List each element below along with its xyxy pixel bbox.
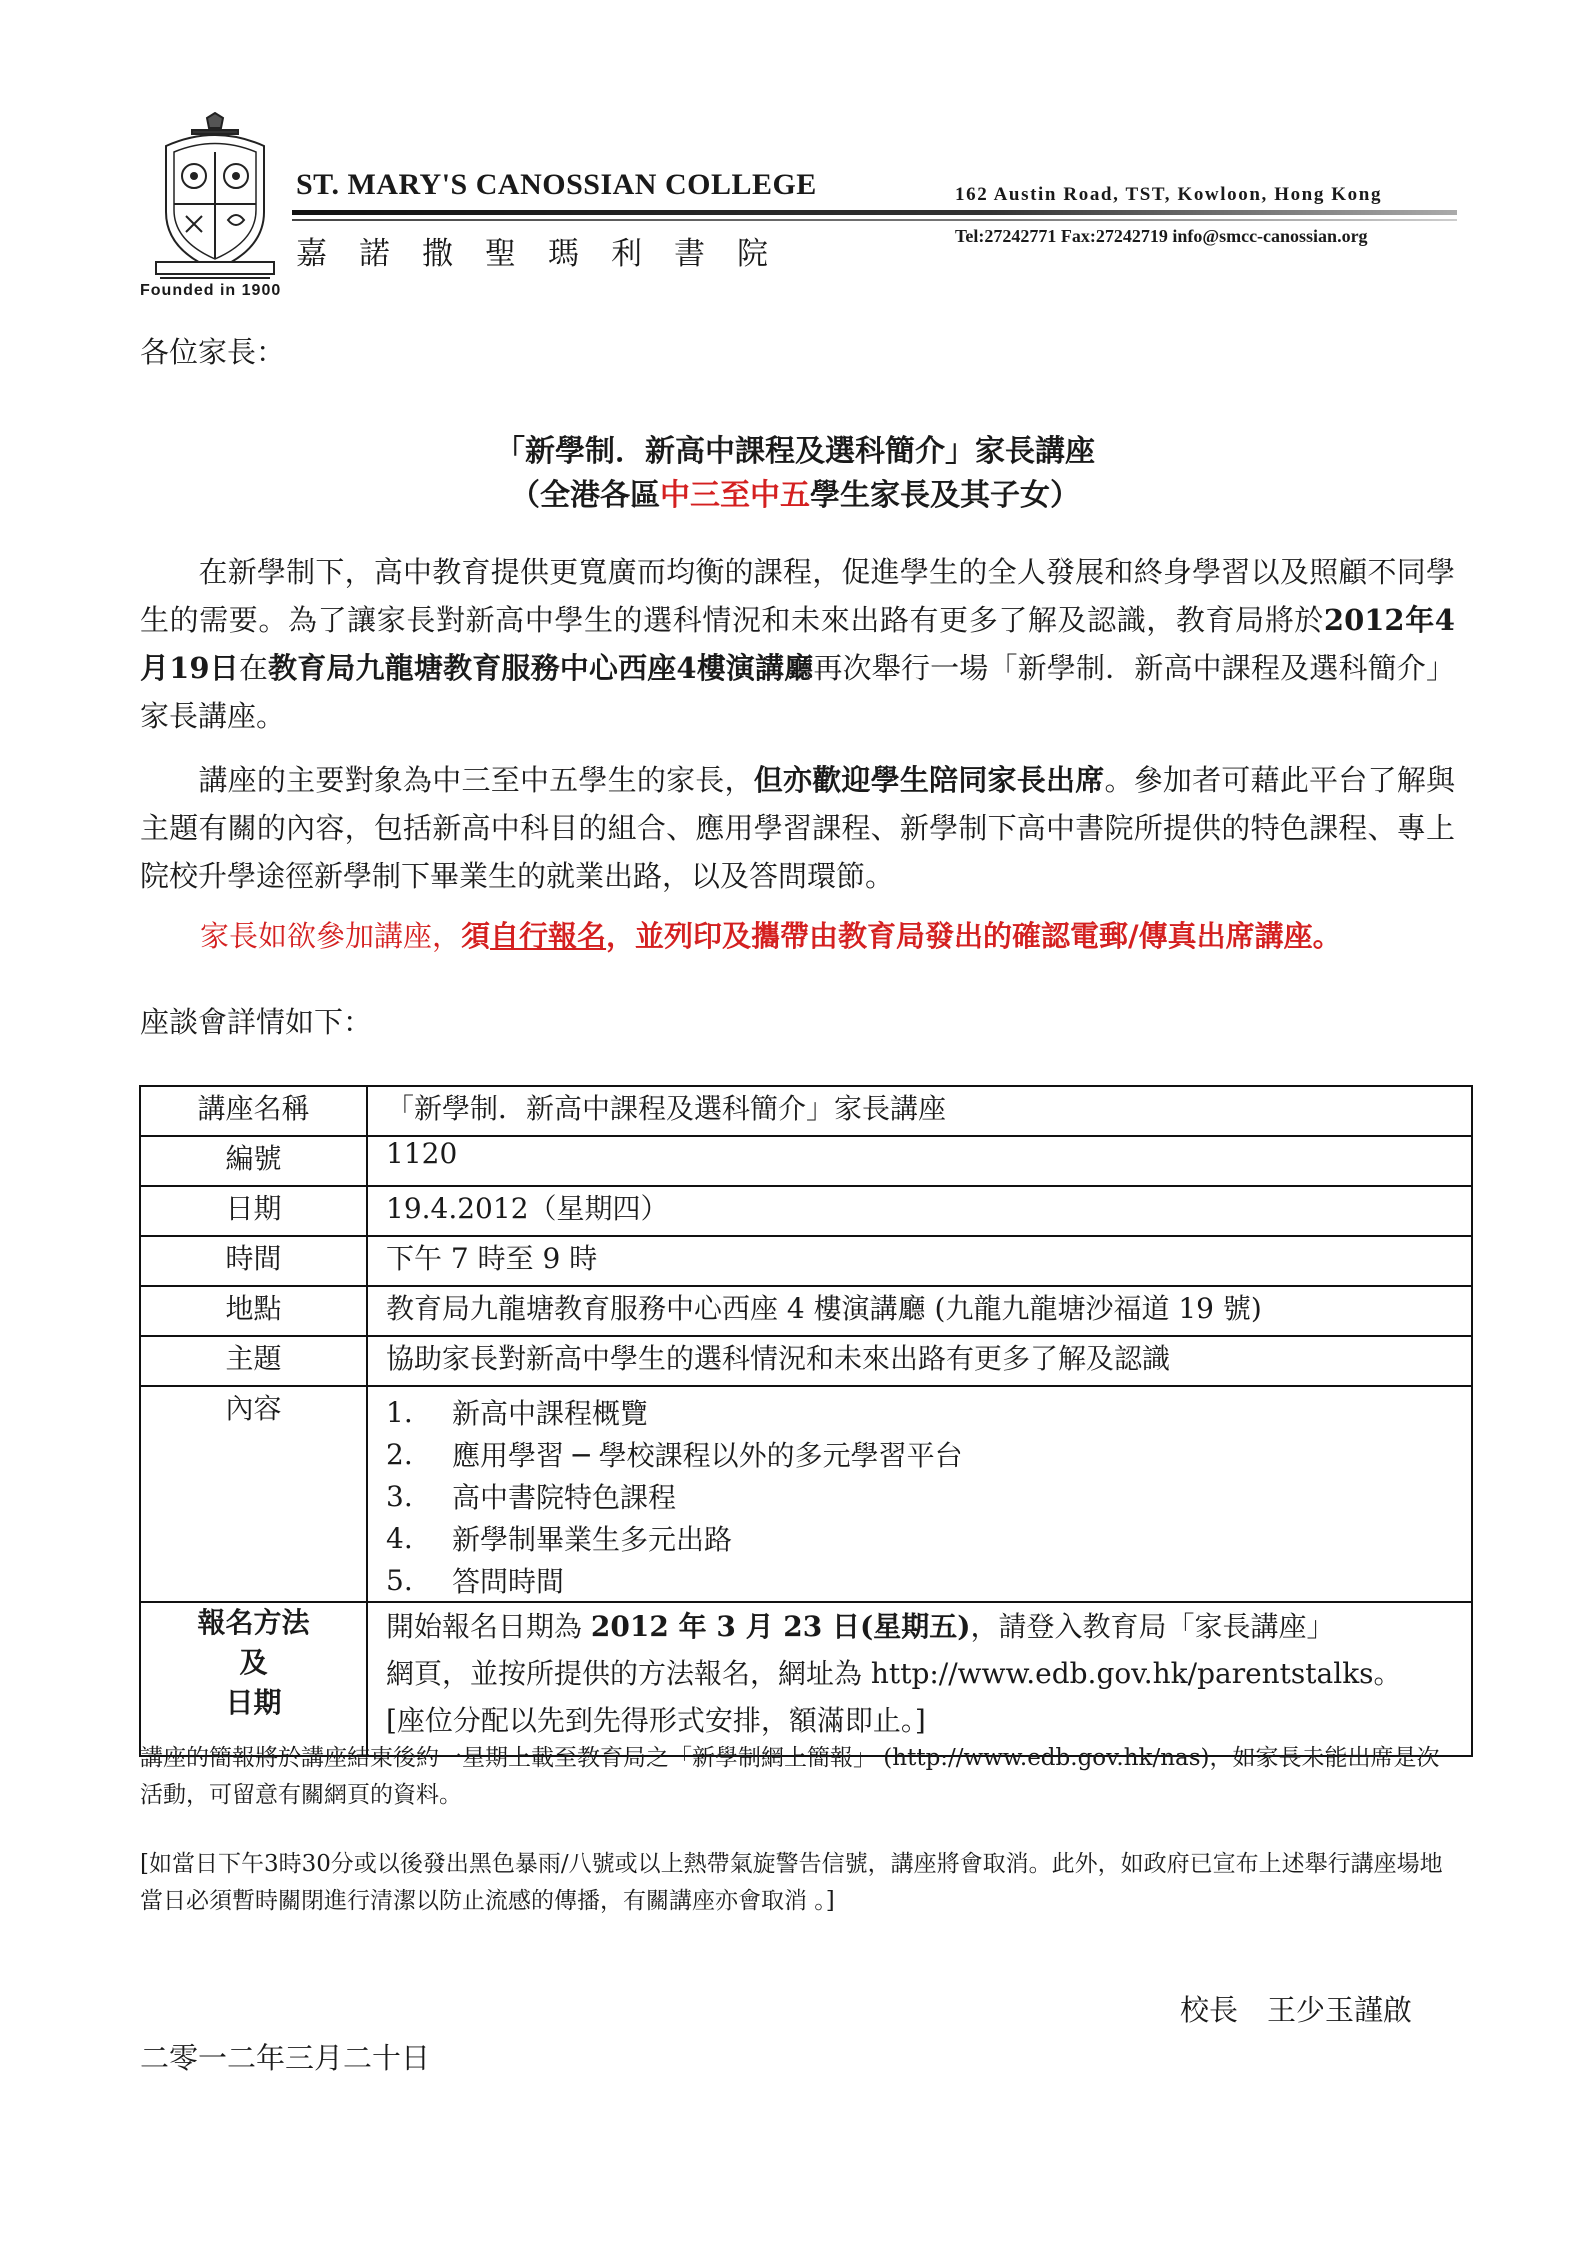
content-list	[367, 1386, 1472, 1602]
registration-url-line: 網頁，並按所提供的方法報名，網址為 http://www.edb.gov.hk/parentstalks。	[386, 1657, 1402, 1690]
seminar-details-table	[139, 1085, 1473, 1757]
registration-label: 報名方法 及 日期	[140, 1602, 367, 1756]
list-item: 2. 應用學習 ─ 學校課程以外的多元學習平台	[386, 1437, 963, 1472]
salutation: 各位家長：	[140, 335, 286, 369]
school-contact: Tel:27242771 Fax:27242719 info@smcc-canossian.org	[955, 226, 1368, 246]
table-row	[140, 1186, 1472, 1236]
row-value: 協助家長對新高中學生的選科情況和未來出路有更多了解及認識	[367, 1336, 1472, 1386]
registration-details: 開始報名日期為 2012 年 3 月 23 日(星期五)，請登入教育局「家長講座」 網頁，並按所提供的方法報名，網址為 http://www.edb.gov.hk/parentstalks。 [座位分配以先到先得形式安排，額滿即止。]	[367, 1602, 1472, 1756]
table-row-content	[140, 1386, 1472, 1602]
row-value: 1120	[367, 1136, 1472, 1186]
school-crest-logo	[152, 112, 278, 284]
school-name-en: ST. MARY'S CANOSSIAN COLLEGE	[296, 168, 817, 201]
row-label: 時間	[140, 1236, 367, 1286]
principal-signature: 校長 王少玉謹啟	[1180, 1993, 1413, 2027]
subtitle-highlight: 中三至中五	[660, 478, 810, 513]
table-row-registration	[140, 1602, 1472, 1756]
row-label: 講座名稱	[140, 1086, 367, 1136]
letter-date: 二零一二年三月二十日	[140, 2041, 431, 2075]
row-label: 地點	[140, 1286, 367, 1336]
table-row	[140, 1136, 1472, 1186]
table-row	[140, 1286, 1472, 1336]
row-value: 19.4.2012（星期四）	[367, 1186, 1472, 1236]
table-row	[140, 1086, 1472, 1136]
founded-year: Founded in 1900	[140, 282, 282, 299]
list-item: 5. 答問時間	[386, 1563, 565, 1598]
row-value: 教育局九龍塘教育服務中心西座 4 樓演講廳 (九龍九龍塘沙福道 19 號)	[367, 1286, 1472, 1336]
row-value: 「新學制．新高中課程及選科簡介」家長講座	[367, 1086, 1472, 1136]
table-row	[140, 1336, 1472, 1386]
row-label: 編號	[140, 1136, 367, 1186]
row-value: 下午 7 時至 9 時	[367, 1236, 1472, 1286]
list-item: 1. 新高中課程概覽	[386, 1395, 649, 1430]
list-item: 4. 新學制畢業生多元出路	[386, 1521, 733, 1556]
school-address: 162 Austin Road, TST, Kowloon, Hong Kong	[955, 184, 1383, 205]
paragraph-audience: 講座的主要對象為中三至中五學生的家長，但亦歡迎學生陪同家長出席。參加者可藉此平台了解與主題有關的內容，包括新高中科目的組合、應用學習課程、新學制下高中書院所提供的特色課程、專上院校升學途徑新學制下畢業生的就業出路，以及答問環節。	[140, 763, 1455, 893]
list-item: 3. 高中書院特色課程	[386, 1479, 677, 1514]
table-row	[140, 1236, 1472, 1286]
registration-notice: 家長如欲參加講座，須自行報名，並列印及攜帶由教育局發出的確認電郵/傳真出席講座。	[200, 919, 1342, 953]
letter-subtitle: （全港各區中三至中五學生家長及其子女）	[510, 478, 1080, 513]
row-label: 主題	[140, 1336, 367, 1386]
row-label: 日期	[140, 1186, 367, 1236]
details-label: 座談會詳情如下：	[140, 1005, 373, 1039]
school-name-zh: 嘉諾撒聖瑪利書院	[296, 236, 800, 272]
letter-title: 「新學制．新高中課程及選科簡介」家長講座	[495, 434, 1095, 469]
row-label: 內容	[140, 1386, 367, 1602]
footnote-weather: [如當日下午3時30分或以後發出黑色暴雨/八號或以上熱帶氣旋警告信號，講座將會取消。此外，如政府已宣布上述舉行講座場地當日必須暫時關閉進行清潔以防止流感的傳播，有關講座亦會取消 。]	[140, 1851, 1443, 1914]
footnote-slides: 講座的簡報將於講座結束後約一星期上載至教育局之「新學制網上簡報」 (http://www.edb.gov.hk/nas)，如家長未能出席是次活動，可留意有關網頁的資料。	[140, 1745, 1440, 1808]
paragraph-intro: 在新學制下，高中教育提供更寬廣而均衡的課程，促進學生的全人發展和終身學習以及照顧不同學生的需要。為了讓家長對新高中學生的選科情況和未來出路有更多了解及認識，教育局將於2012年4月19日在教育局九龍塘教育服務中心西座4樓演講廳再次舉行一場「新學制．新高中課程及選科簡介」家長講座。	[140, 555, 1455, 733]
